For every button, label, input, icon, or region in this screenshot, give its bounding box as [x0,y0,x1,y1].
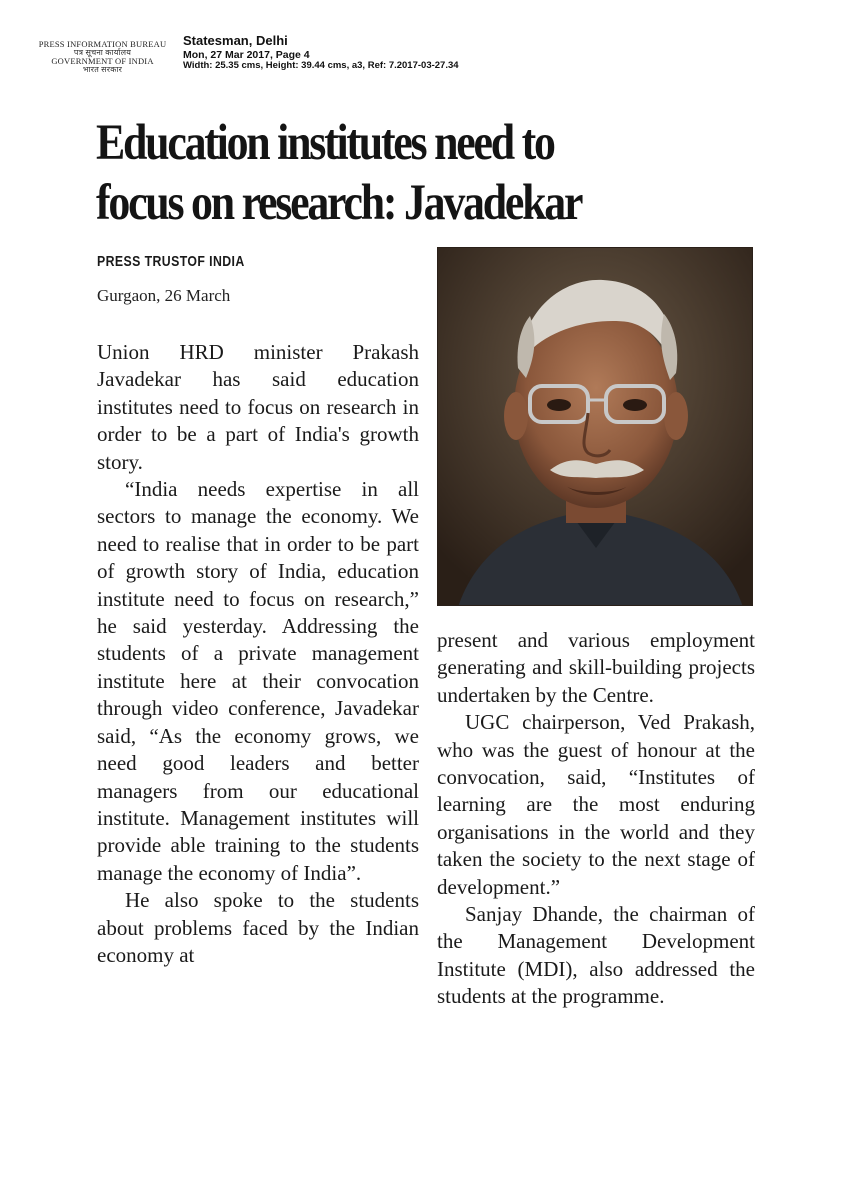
paragraph-2: “India needs expertise in all sectors to manage the economy. We need to realise that in order to be part of growth story of India, education institute need to focus on research,” he said yesterday. Addressing the students of a private management institute here at their convocation through video conference, Javadekar said, “As the economy grows, we need good leaders and better managers from our educational institute. Management institutes will provide able training to the students manage the economy of India”. [97,477,419,885]
headline-line-1: Education institutes need to [96,115,554,171]
newspaper-name: Statesman, Delhi [183,33,288,48]
pib-government-hindi: भारत सरकार [82,65,123,75]
article-column-right [437,627,755,1011]
publication-date: Mon, 27 Mar 2017, Page 4 [183,48,310,61]
article-column-left [97,339,419,969]
byline: PRESS TRUSTOF INDIA [97,253,245,270]
paragraph-3: He also spoke to the students about problems faced by the Indian economy at [97,888,419,967]
pib-logo [30,40,175,75]
paragraph-5: UGC chairperson, Ved Prakash, who was the guest of honour at the convocation, said, “Institutes of learning are the most enduring organisations in the world and they taken the society to the next stage of development.” [437,710,755,899]
dateline: Gurgaon, 26 March [97,286,231,305]
pib-government: GOVERNMENT OF INDIA [51,56,154,67]
minister-photo [437,247,753,606]
portrait-illustration [438,248,753,606]
pib-name-hindi: पत्र सूचना कार्यालय [73,47,132,57]
paragraph-1: Union HRD minister Prakash Javadekar has said education institutes need to focus on research in order to be a part of India's growth story. [97,340,419,474]
clipping-dimensions: Width: 25.35 cms, Height: 39.44 cms, a3, Ref: 7.2017-03-27.34 [183,60,459,71]
paragraph-4: present and various employment generating and skill-building projects undertaken by the Centre. [437,628,755,707]
clipping-source [183,34,459,72]
paragraph-6: Sanjay Dhande, the chairman of the Management Development Institute (MDI), also addressed the students at the programme. [437,902,755,1009]
headline-line-2: focus on research: Javadekar [96,175,582,231]
article-headline [96,113,698,233]
pib-name-english: PRESS INFORMATION BUREAU [38,39,167,49]
